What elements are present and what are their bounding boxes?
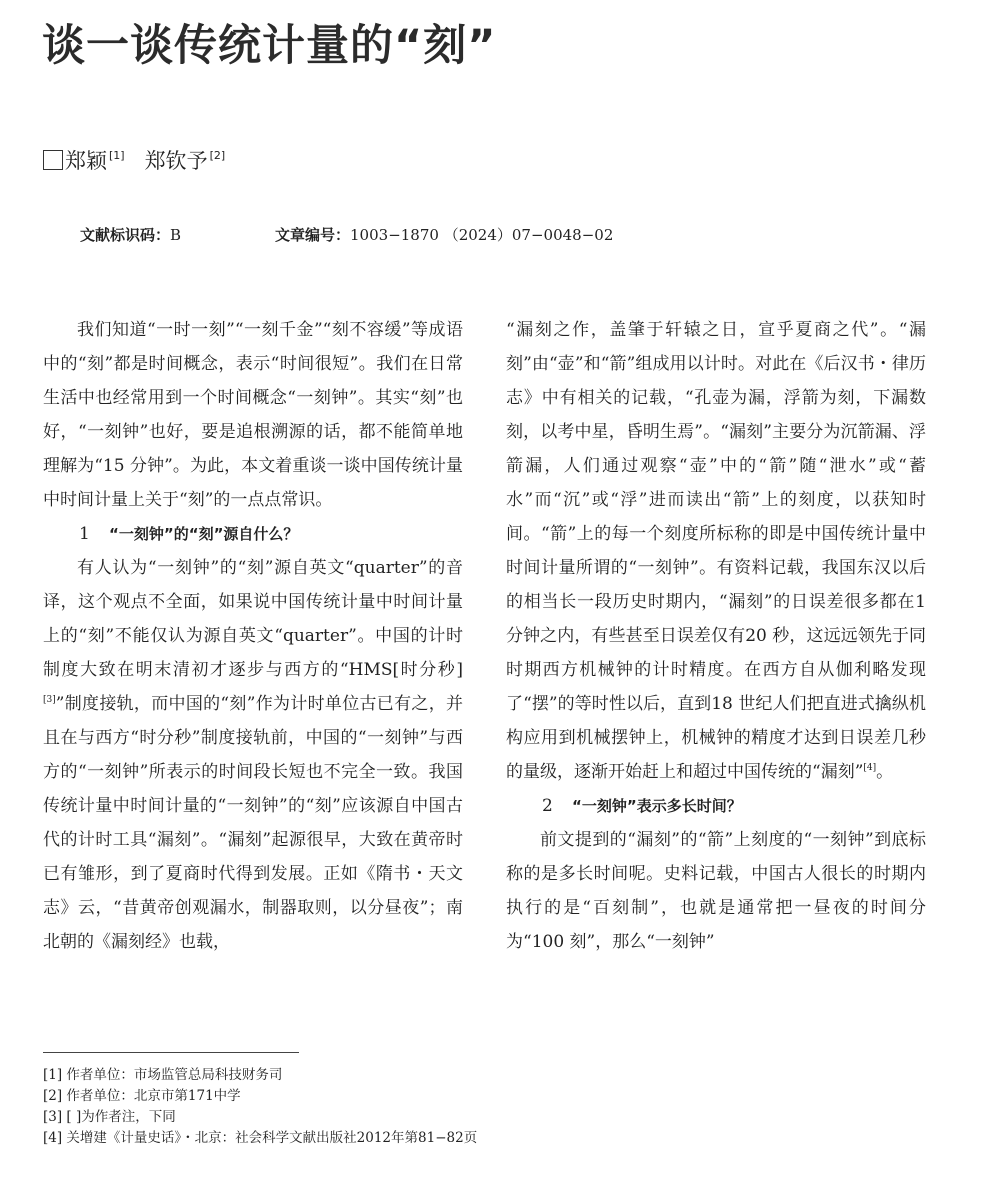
author-1-ref[interactable]: [1] — [109, 149, 125, 162]
author-2: 郑钦予 — [144, 149, 208, 173]
footnote-ref-3[interactable]: [3] — [43, 695, 56, 705]
paragraph-duration: 前文提到的“漏刻”的“箭”上刻度的“一刻钟”到底标称的是多长时间呢。史料记载，中国古人很长的时期内执行的是“百刻制”，也就是通常把一昼夜的时间分为“100 刻”，那么“一刻钟” — [506, 830, 926, 952]
section-heading-1 — [43, 517, 463, 551]
paragraph-origin-part-1: 有人认为“一刻钟”的“刻”源自英文“quarter”的音译，这个观点不全面，如果说中国传统计量中时间计量上的“刻”不能仅认为源自英文“quarter”。中国的计时制度大致在明末清初才逐步与西方的“HMS[时分秒] — [43, 558, 463, 680]
paragraph-intro: 我们知道“一时一刻”“一刻千金”“刻不容缓”等成语中的“刻”都是时间概念，表示“时间很短”。我们在日常生活中也经常用到一个时间概念“一刻钟”。其实“刻”也好，“一刻钟”也好，要是追根溯源的话，都不能简单地理解为“15 分钟”。为此，本文着重谈一谈中国传统计量中时间计量上关于“刻”的一点点常识。 — [43, 320, 463, 510]
section-heading-2 — [506, 789, 926, 823]
section-2-title: “一刻钟”表示多长时间？ — [572, 797, 742, 815]
footnote-divider — [43, 1052, 299, 1053]
footnote-2: [2] 作者单位：北京市第171中学 — [43, 1088, 241, 1104]
document-code-value: B — [170, 226, 182, 244]
footnote-ref-4[interactable]: [4] — [863, 763, 877, 773]
footnote-1: [1] 作者单位：市场监管总局科技财务司 — [43, 1067, 283, 1083]
article-number — [275, 222, 613, 248]
footnote-4: [4] 关增建《计量史话》・北京：社会科学文献出版社2012年第81−82页 — [43, 1130, 478, 1146]
left-column — [43, 313, 463, 959]
section-1-number: 1 — [79, 524, 90, 544]
author-line — [43, 146, 227, 176]
paragraph-origin — [43, 551, 463, 959]
section-1-title: “一刻钟”的“刻”源自什么？ — [109, 525, 299, 543]
document-code — [80, 222, 181, 248]
paragraph-louke-end: 。 — [876, 762, 894, 782]
document-code-label: 文献标识码： — [80, 226, 171, 244]
paragraph-louke — [506, 313, 926, 789]
paragraph-louke-text: “漏刻之作，盖肇于轩辕之日，宣乎夏商之代”。“漏刻”由“壶”和“箭”组成用以计时。对此在《后汉书・律历志》中有相关的记载，“孔壶为漏，浮箭为刻，下漏数刻，以考中星，昏明生焉”。“漏刻”主要分为沉箭漏、浮箭漏，人们通过观察“壶”中的“箭”随“泄水”或“蓄水”而“沉”或“浮”进而读出“箭”上的刻度，以获知时间。“箭”上的每一个刻度所标称的即是中国传统计量中时间计量所谓的“一刻钟”。有资料记载，我国东汉以后的相当长一段历史时期内，“漏刻”的日误差很多都在1 分钟之内，有些甚至日误差仅有20 秒，这远远领先于同时期西方机械钟的计时精度。在西方自从伽利略发现了“摆”的等时性以后，直到18 世纪人们把直进式擒纵机构应用到机械摆钟上，机械钟的精度才达到日误差几秒的量级，逐渐开始赶上和超过中国传统的“漏刻” — [506, 320, 926, 782]
section-2-number: 2 — [542, 796, 553, 816]
article-title: 谈一谈传统计量的“刻” — [42, 21, 497, 71]
author-1: 郑颖 — [65, 149, 107, 173]
article-number-label: 文章编号： — [275, 226, 351, 244]
footnotes — [43, 1065, 477, 1149]
square-mark-icon — [43, 150, 63, 170]
author-2-ref[interactable]: [2] — [209, 149, 226, 162]
article-number-value: 1003−1870 （2024）07−0048−02 — [350, 226, 614, 244]
right-column — [506, 313, 926, 959]
paragraph-origin-part-2: ”制度接轨，而中国的“刻”作为计时单位古已有之，并且在与西方“时分秒”制度接轨前，中国的“一刻钟”与西方的“一刻钟”所表示的时间段长短也不完全一致。我国传统计量中时间计量的“一刻钟”的“刻”应该源自中国古代的计时工具“漏刻”。“漏刻”起源很早，大致在黄帝时已有雏形，到了夏商时代得到发展。正如《隋书・天文志》云，“昔黄帝创观漏水，制器取则，以分昼夜”；南北朝的《漏刻经》也载， — [43, 694, 463, 952]
footnote-3: [3] [ ]为作者注，下同 — [43, 1109, 176, 1125]
